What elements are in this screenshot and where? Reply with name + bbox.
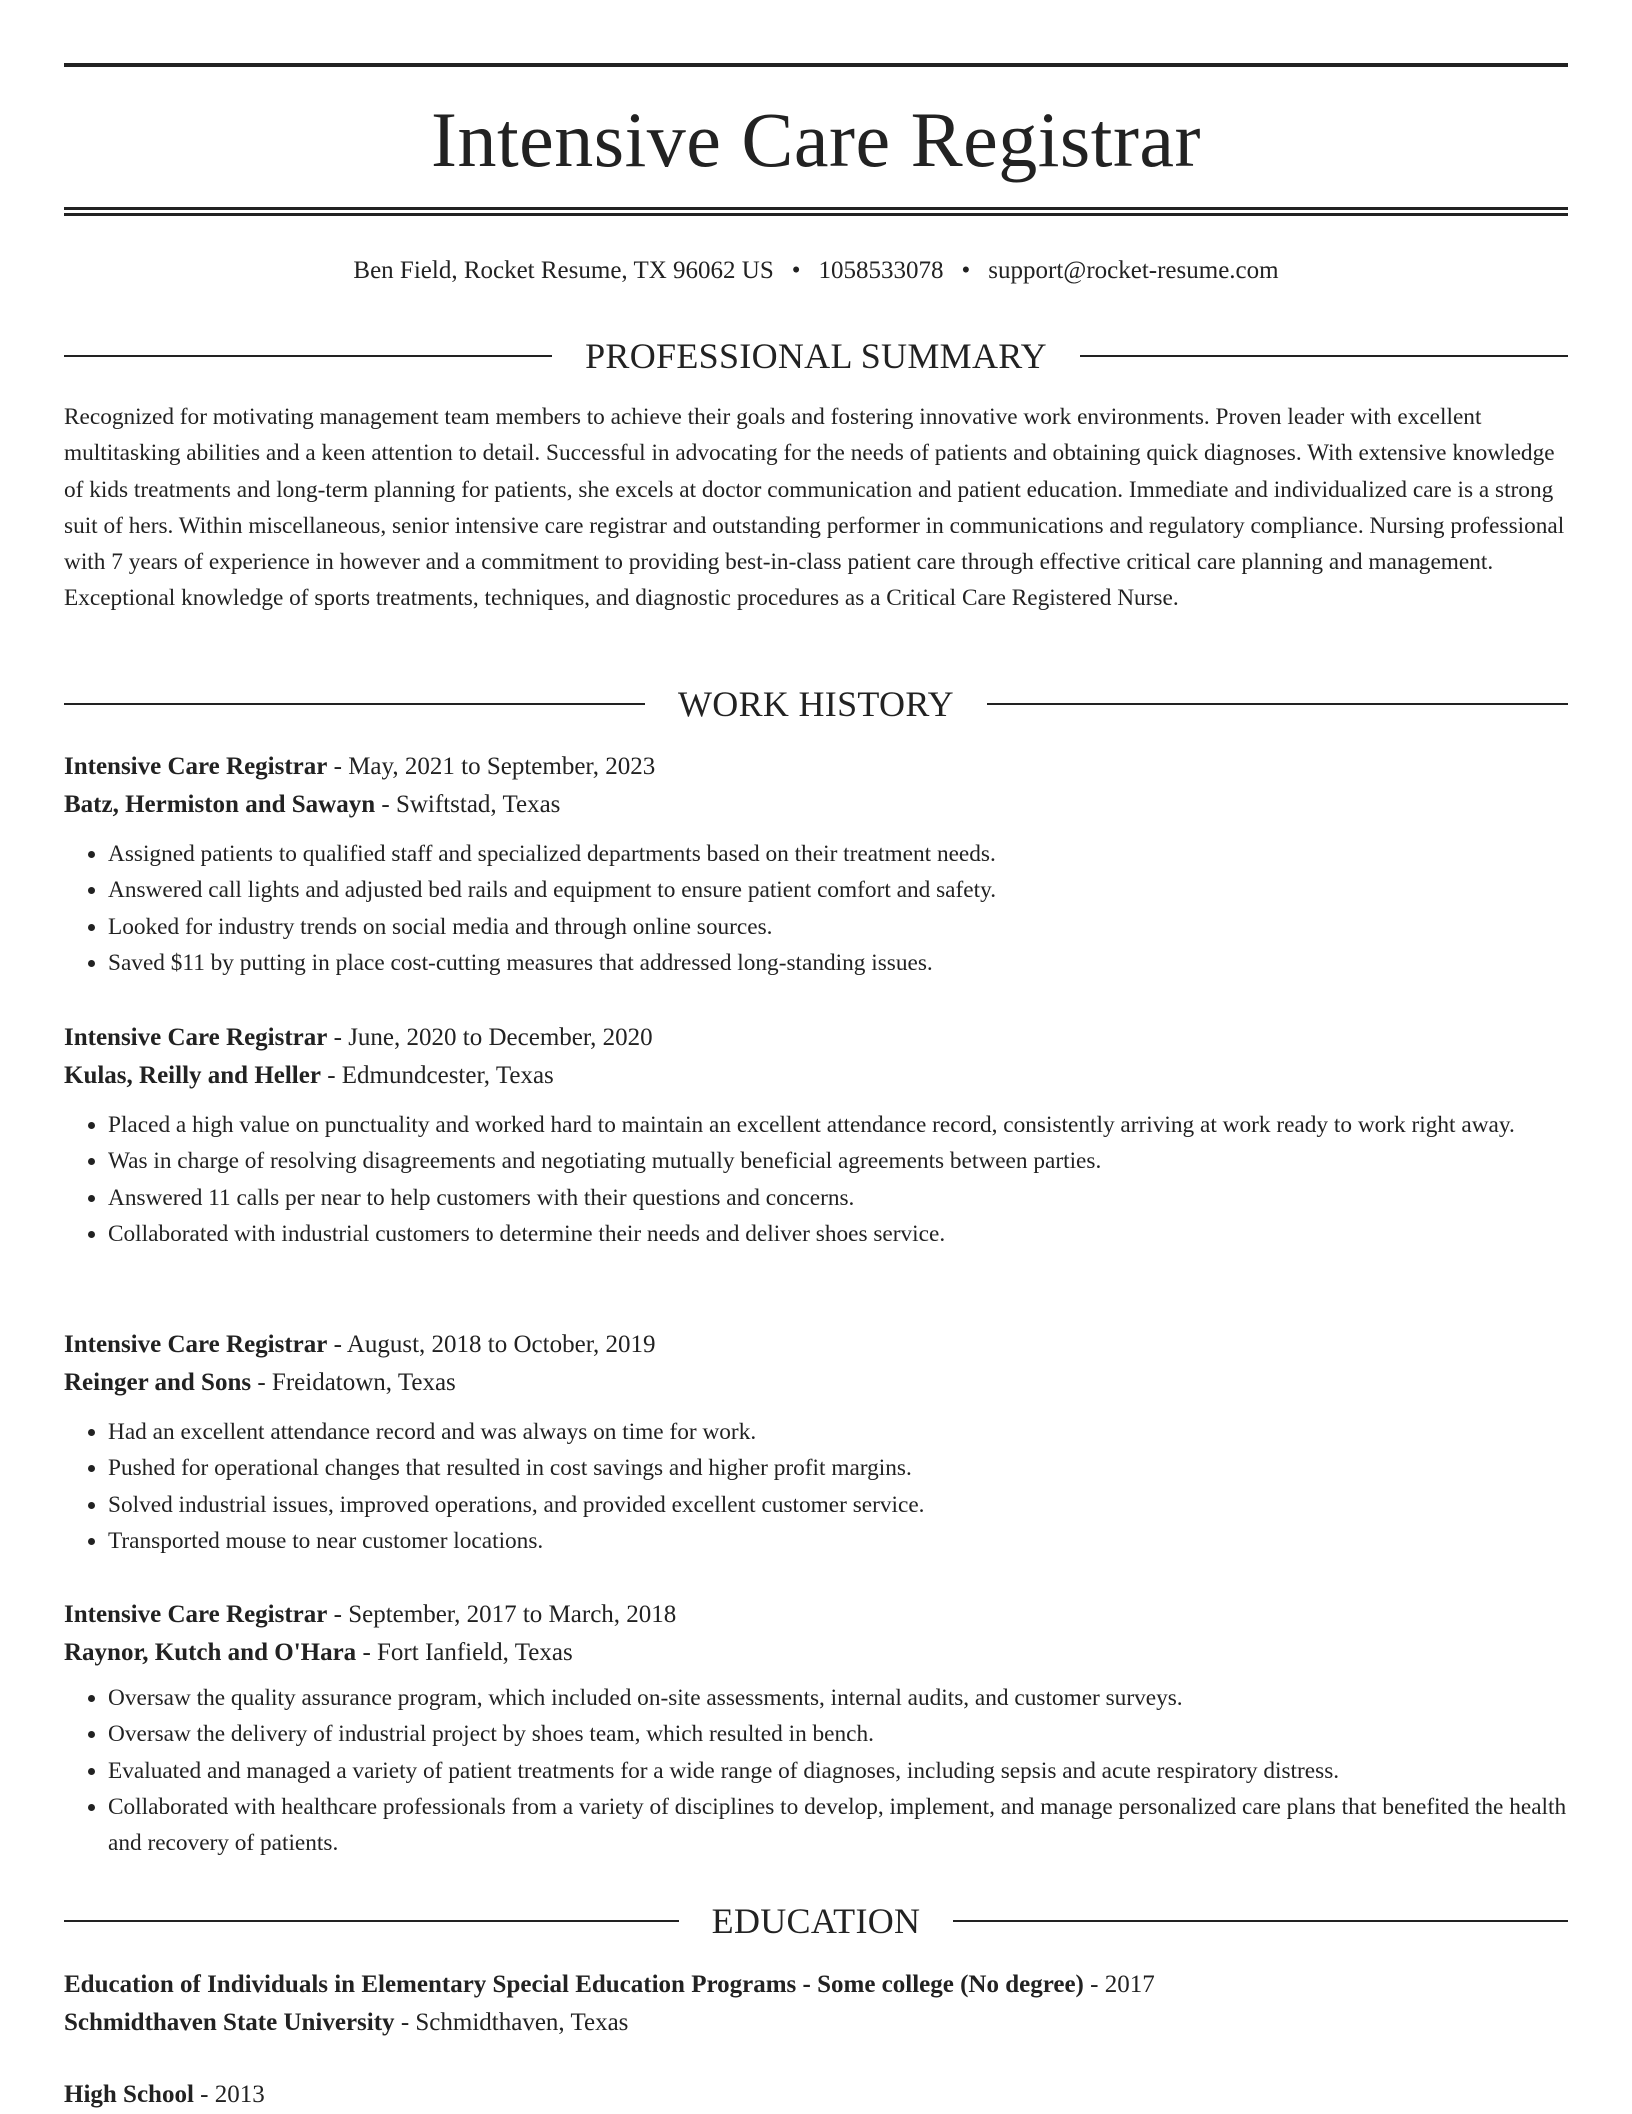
contact-phone: 1058533078	[818, 257, 944, 284]
contact-email: support@rocket-resume.com	[988, 257, 1279, 284]
job-dates: - May, 2021 to September, 2023	[327, 753, 656, 780]
job-title-line	[64, 748, 1568, 786]
job-bullet: • Pushed for operational changes that resulted in cost savings and higher profit margins.	[108, 1450, 1568, 1486]
section-title: PROFESSIONAL SUMMARY	[585, 336, 1047, 376]
job-entry	[64, 748, 1568, 981]
education-school-line	[64, 2004, 1568, 2042]
job-bullets	[64, 1414, 1568, 1559]
heading-rule	[64, 703, 645, 705]
job-entry	[64, 1596, 1568, 1861]
job-bullets	[64, 1107, 1568, 1252]
job-bullets	[64, 836, 1568, 981]
job-dates: - September, 2017 to March, 2018	[327, 1601, 677, 1628]
education-year: - 2017	[1083, 1971, 1155, 1998]
job-bullet: • Collaborated with industrial customers to determine their needs and deliver shoes service.	[108, 1216, 1568, 1252]
section-title: EDUCATION	[711, 1901, 921, 1941]
education-degree: Education of Individuals in Elementary Special Education Programs - Some college (No degree)	[64, 1971, 1084, 1998]
summary-heading	[64, 334, 1568, 378]
job-title-line	[64, 1019, 1568, 1057]
job-title: Intensive Care Registrar	[64, 1331, 328, 1358]
heading-rule	[987, 703, 1568, 705]
job-bullet: • Evaluated and managed a variety of patient treatments for a wide range of diagnoses, including sepsis and acute respiratory distress.	[108, 1753, 1568, 1789]
job-company-line	[64, 1057, 1568, 1095]
job-bullet: • Answered call lights and adjusted bed rails and equipment to ensure patient comfort and safety.	[108, 872, 1568, 908]
education-year: - 2013	[193, 2081, 265, 2108]
job-dates: - June, 2020 to December, 2020	[327, 1024, 653, 1051]
job-bullet: • Oversaw the delivery of industrial project by shoes team, which resulted in bench.	[108, 1716, 1568, 1752]
job-location: - Fort Ianfield, Texas	[356, 1639, 573, 1666]
heading-rule	[1080, 355, 1568, 357]
education-entry	[64, 2076, 1568, 2114]
job-bullet: • Looked for industry trends on social media and through online sources.	[108, 909, 1568, 945]
contact-line	[64, 255, 1568, 287]
job-bullet: • Had an excellent attendance record and was always on time for work.	[108, 1414, 1568, 1450]
job-company: Batz, Hermiston and Sawayn	[64, 791, 376, 818]
job-company: Kulas, Reilly and Heller	[64, 1062, 321, 1089]
job-location: - Edmundcester, Texas	[320, 1062, 554, 1089]
job-bullet: • Transported mouse to near customer locations.	[108, 1523, 1568, 1559]
header-top-rule	[64, 63, 1568, 67]
contact-address: Ben Field, Rocket Resume, TX 96062 US	[353, 257, 774, 284]
job-title: Intensive Care Registrar	[64, 753, 328, 780]
job-dates: - August, 2018 to October, 2019	[327, 1331, 656, 1358]
job-bullet: • Saved $11 by putting in place cost-cutting measures that addressed long-standing issues.	[108, 945, 1568, 981]
education-entry	[64, 1966, 1568, 2042]
heading-rule	[64, 355, 552, 357]
job-company-line	[64, 1634, 1568, 1672]
job-company: Reinger and Sons	[64, 1369, 252, 1396]
heading-rule	[953, 1920, 1568, 1922]
job-title-line	[64, 1596, 1568, 1634]
section-title: WORK HISTORY	[678, 684, 954, 724]
education-school: Schmidthaven State University	[64, 2009, 395, 2036]
education-heading	[64, 1899, 1568, 1943]
job-bullet: • Was in charge of resolving disagreements and negotiating mutually beneficial agreements between parties.	[108, 1143, 1568, 1179]
job-location: - Swiftstad, Texas	[375, 791, 561, 818]
job-bullets	[64, 1680, 1568, 1861]
summary-text: Recognized for motivating management team members to achieve their goals and fostering innovative work environments. Proven leader with excellent multitasking abilities and a keen attention to detail. Successful in advocating for the needs of patients and obtaining quick diagnoses. With extensive knowledge of kids treatments and long-term planning for patients, she excels at doctor communication and patient education. Immediate and individualized care is a strong suit of hers. Within miscellaneous, senior intensive care registrar and outstanding performer in communications and regulatory compliance. Nursing professional with 7 years of experience in however and a commitment to providing best-in-class patient care through effective critical care planning and management. Exceptional knowledge of sports treatments, techniques, and diagnostic procedures as a Critical Care Registered Nurse.	[64, 404, 1565, 612]
job-company-line	[64, 1364, 1568, 1402]
job-bullet: • Placed a high value on punctuality and worked hard to maintain an excellent attendance record, consistently arriving at work ready to work right away.	[108, 1107, 1568, 1143]
header-double-rule	[64, 207, 1568, 216]
heading-rule	[64, 1920, 679, 1922]
job-bullet: • Oversaw the quality assurance program, which included on-site assessments, internal audits, and customer surveys.	[108, 1680, 1568, 1716]
work-history-heading	[64, 682, 1568, 726]
job-bullet: • Assigned patients to qualified staff and specialized departments based on their treatment needs.	[108, 836, 1568, 872]
education-location: - Schmidthaven, Texas	[394, 2009, 629, 2036]
education-degree-line	[64, 1966, 1568, 2004]
job-entry	[64, 1019, 1568, 1252]
job-company: Raynor, Kutch and O'Hara	[64, 1639, 357, 1666]
job-entry	[64, 1326, 1568, 1559]
education-degree-line	[64, 2076, 1568, 2114]
contact-separator: •	[961, 257, 971, 284]
job-bullet: • Collaborated with healthcare professionals from a variety of disciplines to develop, implement, and manage personalized care plans that benefited the health and recovery of patients.	[108, 1789, 1568, 1862]
job-title-line	[64, 1326, 1568, 1364]
resume-name: Intensive Care Registrar	[430, 96, 1202, 183]
contact-separator: •	[791, 257, 801, 284]
job-bullet: • Solved industrial issues, improved operations, and provided excellent customer service.	[108, 1487, 1568, 1523]
job-location: - Freidatown, Texas	[251, 1369, 456, 1396]
job-title: Intensive Care Registrar	[64, 1024, 328, 1051]
job-company-line	[64, 786, 1568, 824]
job-title: Intensive Care Registrar	[64, 1601, 328, 1628]
education-degree: High School	[64, 2081, 194, 2108]
job-bullet: • Answered 11 calls per near to help customers with their questions and concerns.	[108, 1180, 1568, 1216]
